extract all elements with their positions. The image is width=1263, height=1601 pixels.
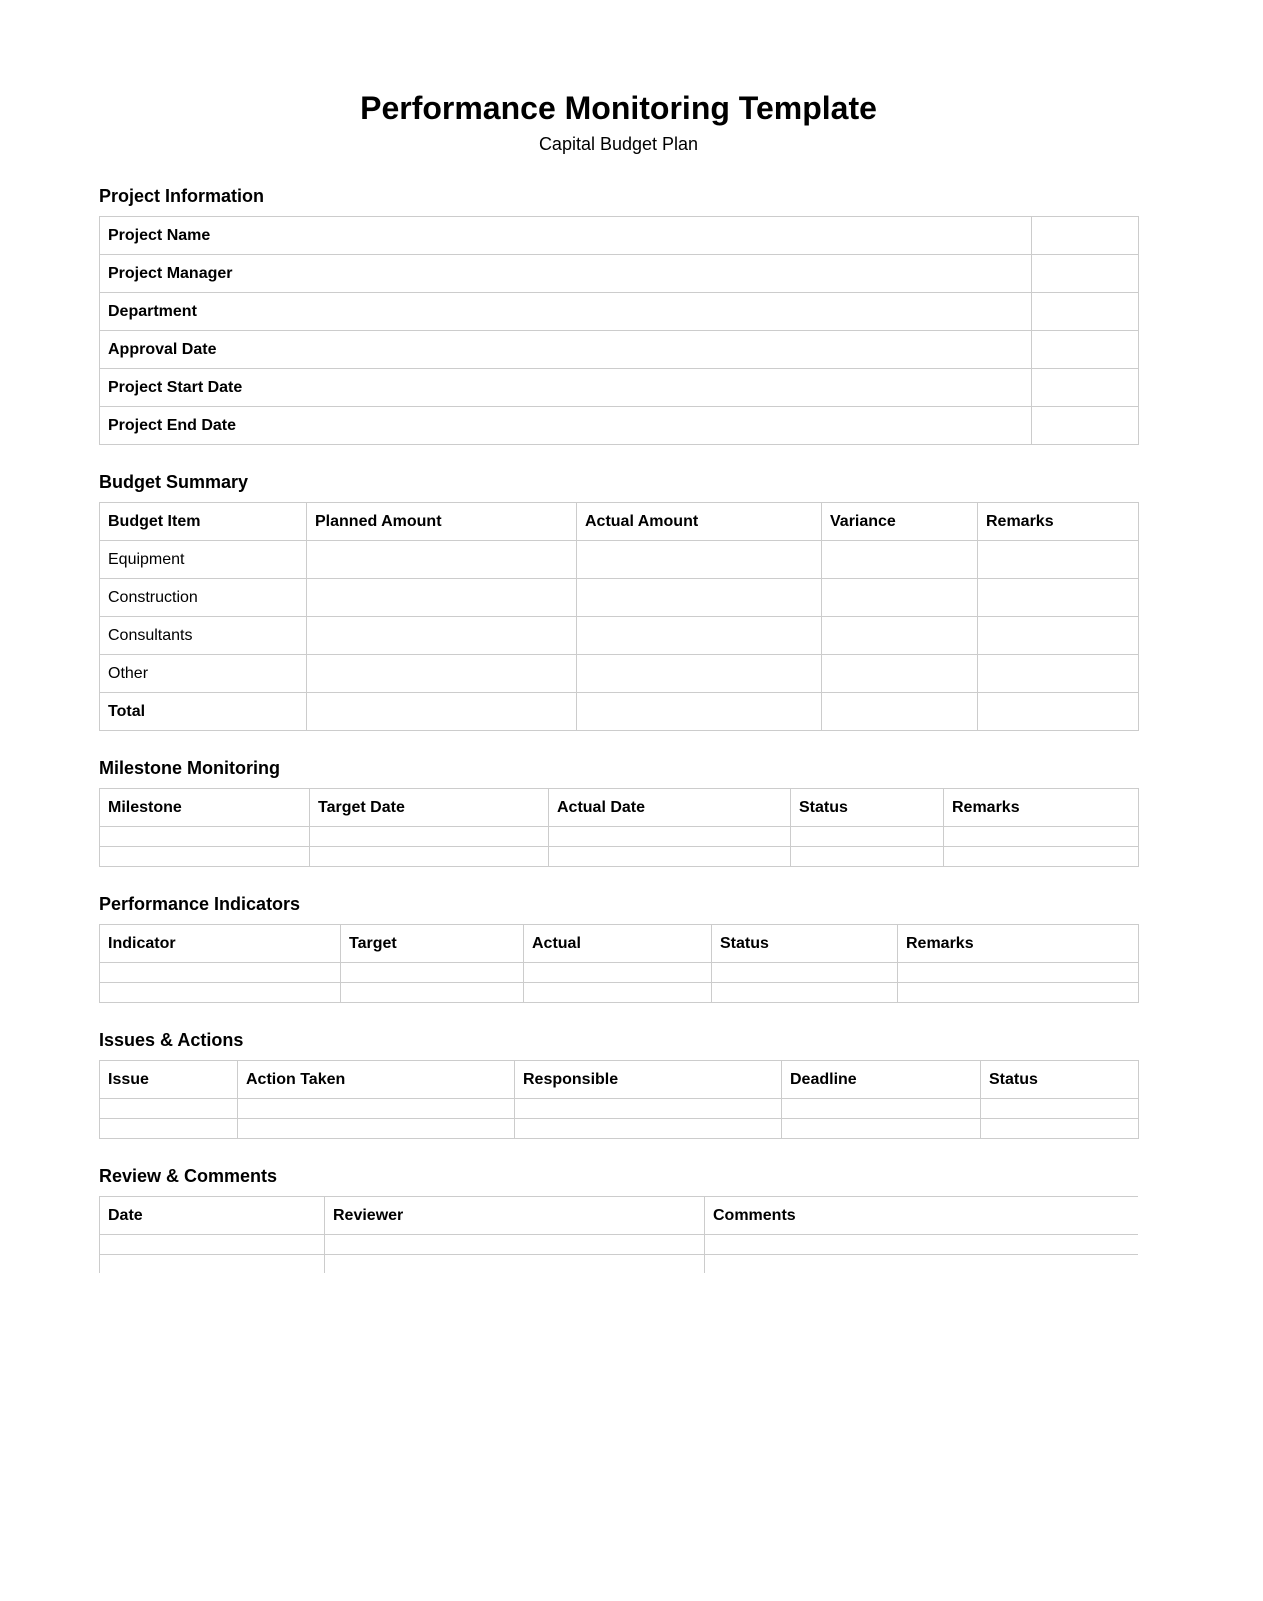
remarks-cell[interactable] [978,693,1139,731]
review-comments-section [99,1164,1138,1273]
row-label: Project End Date [100,407,1032,445]
column-header: Status [791,789,944,827]
table-row [100,293,1139,331]
section-title: Milestone Monitoring [99,758,280,778]
table-row [100,1255,1139,1274]
column-header: Milestone [100,789,310,827]
column-header: Actual [524,925,712,963]
table-header-row [100,789,1139,827]
section-title: Issues & Actions [99,1030,244,1050]
value-cell[interactable] [1032,217,1139,255]
empty-cell[interactable] [981,1099,1139,1119]
empty-cell[interactable] [524,963,712,983]
remarks-cell[interactable] [978,655,1139,693]
column-header: Budget Item [100,503,307,541]
empty-cell[interactable] [100,847,310,867]
value-cell[interactable] [1032,293,1139,331]
empty-cell[interactable] [712,983,898,1003]
review-comments-table [99,1196,1138,1273]
column-header: Issue [100,1061,238,1099]
actual-amount-cell[interactable] [577,617,822,655]
row-label: Project Start Date [100,369,1032,407]
column-header: Date [100,1197,325,1235]
table-header-row [100,503,1139,541]
table-row [100,579,1139,617]
empty-cell[interactable] [310,847,549,867]
budget-total-label: Total [100,693,307,731]
table-row [100,617,1139,655]
document-title: Performance Monitoring Template [360,90,877,126]
table-row [100,693,1139,731]
variance-cell[interactable] [822,579,978,617]
section-title: Budget Summary [99,472,249,492]
table-row [100,847,1139,867]
milestone-monitoring-table [99,788,1139,867]
budget-item-label: Construction [100,579,307,617]
table-row [100,541,1139,579]
empty-cell[interactable] [549,827,791,847]
empty-cell[interactable] [325,1235,705,1255]
budget-summary-table [99,502,1139,731]
planned-amount-cell[interactable] [307,655,577,693]
column-header: Remarks [978,503,1139,541]
section-title: Project Information [99,186,265,206]
remarks-cell[interactable] [978,617,1139,655]
column-header: Remarks [944,789,1139,827]
table-row [100,1235,1139,1255]
column-header: Responsible [515,1061,782,1099]
empty-cell[interactable] [100,1235,325,1255]
table-row [100,827,1139,847]
column-header: Deadline [782,1061,981,1099]
variance-cell[interactable] [822,693,978,731]
actual-amount-cell[interactable] [577,579,822,617]
value-cell[interactable] [1032,407,1139,445]
table-row [100,963,1139,983]
empty-cell[interactable] [981,1119,1139,1139]
column-header: Planned Amount [307,503,577,541]
empty-cell[interactable] [944,827,1139,847]
column-header: Action Taken [238,1061,515,1099]
empty-cell[interactable] [791,827,944,847]
column-header: Actual Amount [577,503,822,541]
table-row [100,407,1139,445]
table-header-row [100,1061,1139,1099]
actual-amount-cell[interactable] [577,541,822,579]
empty-cell[interactable] [705,1235,1139,1255]
planned-amount-cell[interactable] [307,693,577,731]
milestone-monitoring-section [99,756,1138,867]
column-header: Status [712,925,898,963]
empty-cell[interactable] [944,847,1139,867]
planned-amount-cell[interactable] [307,541,577,579]
budget-item-label: Equipment [100,541,307,579]
empty-cell[interactable] [515,1099,782,1119]
table-row [100,331,1139,369]
empty-cell[interactable] [100,1119,238,1139]
column-header: Target Date [310,789,549,827]
section-title: Review & Comments [99,1166,278,1186]
table-row [100,1099,1139,1119]
issues-actions-section [99,1028,1138,1139]
value-cell[interactable] [1032,369,1139,407]
empty-cell[interactable] [341,983,524,1003]
row-label: Project Manager [100,255,1032,293]
column-header: Actual Date [549,789,791,827]
empty-cell[interactable] [341,963,524,983]
empty-cell[interactable] [515,1119,782,1139]
row-label: Project Name [100,217,1032,255]
budget-item-label: Other [100,655,307,693]
actual-amount-cell[interactable] [577,655,822,693]
empty-cell[interactable] [325,1255,705,1274]
empty-cell[interactable] [782,1119,981,1139]
column-header: Status [981,1061,1139,1099]
performance-indicators-section [99,892,1138,1003]
empty-cell[interactable] [791,847,944,867]
empty-cell[interactable] [100,963,341,983]
empty-cell[interactable] [238,1119,515,1139]
empty-cell[interactable] [549,847,791,867]
table-row [100,255,1139,293]
table-header-row [100,1197,1139,1235]
column-header: Remarks [898,925,1139,963]
column-header: Variance [822,503,978,541]
table-row [100,655,1139,693]
section-title: Performance Indicators [99,894,301,914]
planned-amount-cell[interactable] [307,579,577,617]
budget-item-label: Consultants [100,617,307,655]
performance-indicators-table [99,924,1139,1003]
column-header: Comments [705,1197,1139,1235]
table-header-row [100,925,1139,963]
empty-cell[interactable] [100,827,310,847]
table-row [100,369,1139,407]
project-information-section [99,184,1138,445]
empty-cell[interactable] [705,1255,1139,1274]
table-row [100,1119,1139,1139]
column-header: Target [341,925,524,963]
empty-cell[interactable] [782,1099,981,1119]
empty-cell[interactable] [100,1255,325,1274]
empty-cell[interactable] [310,827,549,847]
empty-cell[interactable] [524,983,712,1003]
empty-cell[interactable] [898,963,1139,983]
remarks-cell[interactable] [978,579,1139,617]
variance-cell[interactable] [822,655,978,693]
value-cell[interactable] [1032,255,1139,293]
table-row [100,983,1139,1003]
budget-summary-section [99,470,1138,731]
table-row [100,217,1139,255]
empty-cell[interactable] [100,983,341,1003]
variance-cell[interactable] [822,617,978,655]
empty-cell[interactable] [100,1099,238,1119]
planned-amount-cell[interactable] [307,617,577,655]
column-header: Indicator [100,925,341,963]
project-information-table [99,216,1139,445]
empty-cell[interactable] [898,983,1139,1003]
document-subtitle: Capital Budget Plan [538,134,699,154]
row-label: Approval Date [100,331,1032,369]
empty-cell[interactable] [712,963,898,983]
empty-cell[interactable] [238,1099,515,1119]
actual-amount-cell[interactable] [577,693,822,731]
variance-cell[interactable] [822,541,978,579]
issues-actions-table [99,1060,1139,1139]
value-cell[interactable] [1032,331,1139,369]
remarks-cell[interactable] [978,541,1139,579]
row-label: Department [100,293,1032,331]
column-header: Reviewer [325,1197,705,1235]
